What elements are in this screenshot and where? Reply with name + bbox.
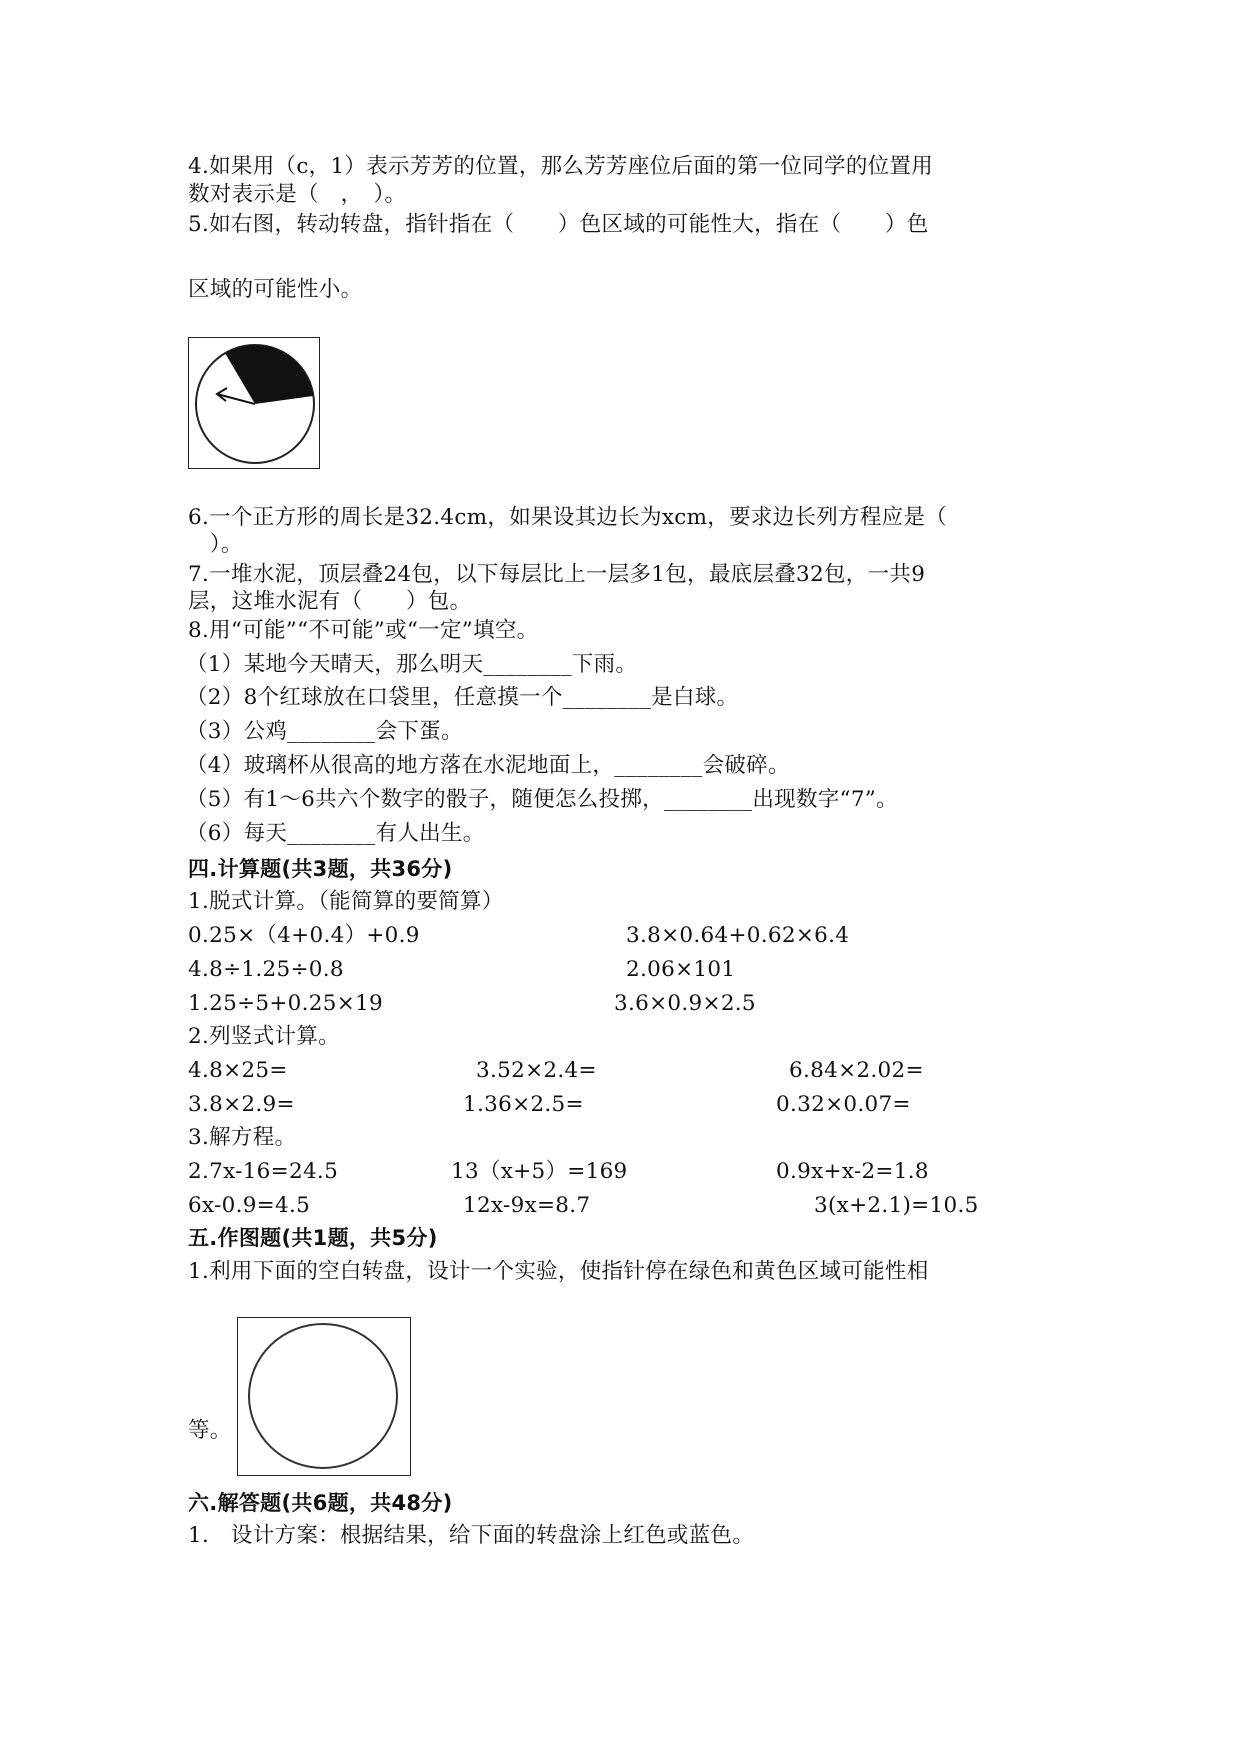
s4-q2-expr: 4.8×25= xyxy=(188,1058,288,1083)
s5-q1-line-1: 1.利用下面的空白转盘，设计一个实验，使指针停在绿色和黄色区域可能性相 xyxy=(188,1259,929,1284)
s4-q2-expr: 1.36×2.5= xyxy=(463,1092,584,1117)
blank-spinner-svg xyxy=(238,1318,410,1475)
q8-item-4: （4）玻璃杯从很高的地方落在水泥地面上，________会破碎。 xyxy=(186,753,790,778)
s4-q1-expr: 2.06×101 xyxy=(626,957,736,982)
s4-q3-equation: 3(x+2.1)=10.5 xyxy=(814,1193,979,1218)
s6-q1: 1. 设计方案：根据结果，给下面的转盘涂上红色或蓝色。 xyxy=(188,1523,755,1548)
q6-line-2: ）。 xyxy=(188,532,243,557)
s4-q3-equation: 12x-9x=8.7 xyxy=(463,1193,591,1218)
s4-q2-expr: 6.84×2.02= xyxy=(789,1058,924,1083)
s4-q1-title: 1.脱式计算。（能简算的要简算） xyxy=(188,889,504,914)
s4-q1-expr: 3.6×0.9×2.5 xyxy=(614,991,756,1016)
section-6-heading: 六.解答题(共6题，共48分) xyxy=(188,1491,453,1515)
s4-q2-expr: 3.8×2.9= xyxy=(188,1092,295,1117)
blank-spinner-figure xyxy=(237,1317,411,1476)
q5-line-2: 区域的可能性小。 xyxy=(188,277,363,302)
s5-q1-line-2: 等。 xyxy=(188,1418,232,1443)
q7-line-2: 层，这堆水泥有（ ）包。 xyxy=(188,589,472,614)
q8-item-5: （5）有1～6共六个数字的骰子，随便怎么投掷，________出现数字“7”。 xyxy=(186,787,898,812)
q8-item-6: （6）每天________有人出生。 xyxy=(186,821,485,846)
q8-item-1: （1）某地今天晴天，那么明天________下雨。 xyxy=(186,652,638,677)
q7-line-1: 7.一堆水泥，顶层叠24包，以下每层比上一层多1包，最底层叠32包，一共9 xyxy=(188,562,926,587)
s4-q3-equation: 2.7x-16=24.5 xyxy=(188,1159,339,1184)
section-4-heading: 四.计算题(共3题，共36分) xyxy=(188,857,453,881)
s4-q2-expr: 3.52×2.4= xyxy=(476,1058,597,1083)
s4-q3-equation: 6x-0.9=4.5 xyxy=(188,1193,311,1218)
q8-title: 8.用“可能”“不可能”或“一定”填空。 xyxy=(188,618,539,643)
spinner-svg xyxy=(189,338,319,468)
blank-spinner-circle xyxy=(249,1324,397,1468)
s4-q1-expr: 3.8×0.64+0.62×6.4 xyxy=(626,923,850,948)
q4-line-1: 4.如果用（c，1）表示芳芳的位置，那么芳芳座位后面的第一位同学的位置用 xyxy=(188,154,934,179)
q8-item-2: （2）8个红球放在口袋里，任意摸一个________是白球。 xyxy=(186,685,739,710)
q6-line-1: 6.一个正方形的周长是32.4cm，如果设其边长为xcm，要求边长列方程应是（ xyxy=(188,505,948,530)
s4-q1-expr: 4.8÷1.25÷0.8 xyxy=(188,957,344,982)
s4-q3-equation: 0.9x+x-2=1.8 xyxy=(776,1159,929,1184)
q5-line-1: 5.如右图，转动转盘，指针指在（ ）色区域的可能性大，指在（ ）色 xyxy=(188,212,929,237)
section-5-heading: 五.作图题(共1题，共5分) xyxy=(188,1226,438,1250)
q8-item-3: （3）公鸡________会下蛋。 xyxy=(186,719,463,744)
s4-q3-equation: 13（x+5）=169 xyxy=(451,1159,628,1184)
s4-q2-title: 2.列竖式计算。 xyxy=(188,1024,340,1049)
q4-line-2: 数对表示是（ ， ）。 xyxy=(188,182,407,207)
s4-q1-expr: 1.25÷5+0.25×19 xyxy=(188,991,384,1016)
s4-q2-expr: 0.32×0.07= xyxy=(776,1092,911,1117)
s4-q3-title: 3.解方程。 xyxy=(188,1125,297,1150)
s4-q1-expr: 0.25×（4+0.4）+0.9 xyxy=(188,923,420,948)
spinner-figure xyxy=(188,337,320,469)
